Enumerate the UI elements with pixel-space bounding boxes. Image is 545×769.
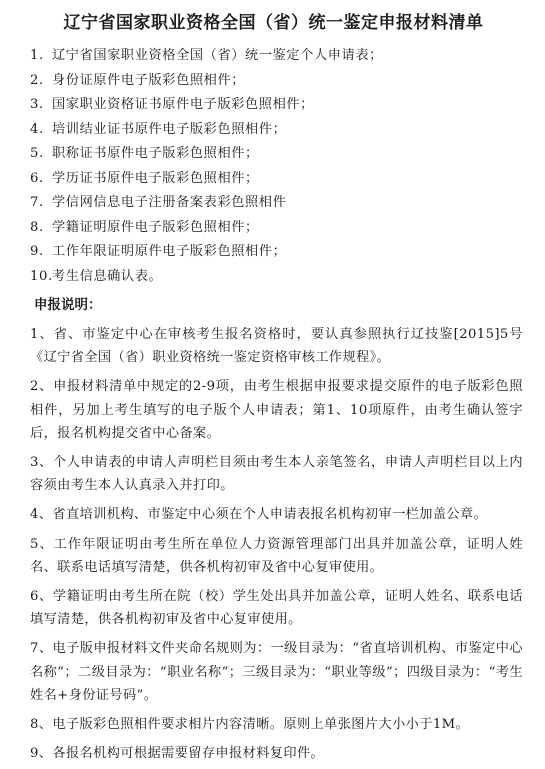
document-title: 辽宁省国家职业资格全国（省）统一鉴定申报材料清单 [63,13,484,33]
note-paragraph: 8、电子版彩色照相件要求相片内容清晰。原则上单张图片大小小于1M。 [30,717,470,733]
list-item-text: 学籍证明原件电子版彩色照相件； [52,219,259,235]
list-item-text: 培训结业证书原件电子版彩色照相件； [52,121,287,137]
notes-section [30,323,527,765]
list-item [30,240,527,265]
note-paragraph: 7、电子版申报材料文件夹命名规则为：一级目录为：“省直培训机构、市鉴定中心名称”；二级目录为：“职业名称”；三级目录为：“职业等级”；四级目录为：“考生姓名+身份证号码”。 [30,641,523,703]
materials-list [30,44,527,289]
list-item [30,118,527,143]
list-item [30,93,527,118]
list-item-text: 考生信息确认表。 [52,268,163,284]
list-item-text: 身份证原件电子版彩色照相件； [52,72,246,88]
list-item-number: 10. [30,268,53,284]
note-paragraph: 5、工作年限证明由考生所在单位人力资源管理部门出具并加盖公章，证明人姓名、联系电话填写清楚，供各机构初审及省中心复审使用。 [30,536,523,575]
list-item [30,142,527,167]
list-item [30,44,527,69]
note-paragraph: 9、各报名机构可根据需要留存申报材料复印件。 [30,746,325,762]
list-item-number: 4. [30,121,44,137]
list-item-number: 9. [30,244,44,259]
list-item-number: 3. [30,97,44,112]
note-paragraph: 1、省、市鉴定中心在审核考生报名资格时，要认真参照执行辽技鉴[2015]5号《辽宁省全国（省）职业资格统一鉴定资格审核工作规程》。 [30,327,523,366]
notes-heading: 申报说明： [34,297,102,313]
note-paragraph: 6、学籍证明由考生所在院（校）学生处出具并加盖公章，证明人姓名、联系电话填写清楚，供各机构初审及省中心复审使用。 [30,589,523,628]
note-paragraph: 3、个人申请表的申请人声明栏目须由考生本人亲笔签名，申请人声明栏目以上内容须由考生本人认真录入并打印。 [30,455,523,494]
list-item-text: 学信网信息电子注册备案表彩色照相件 [52,195,287,210]
list-item-text: 工作年限证明原件电子版彩色照相件； [52,244,287,259]
list-item [30,69,527,94]
list-item [30,265,527,290]
note-paragraph: 2、申报材料清单中规定的2-9项，由考生根据申报要求提交原件的电子版彩色照相件，另加上考生填写的电子版个人申请表；第1、10项原件，由考生确认签字后，报名机构提交省中心备案。 [30,379,523,441]
list-item-text: 职称证书原件电子版彩色照相件； [52,146,259,161]
list-item [30,167,527,192]
list-item-number: 2. [30,72,44,88]
list-item-number: 8. [30,219,44,235]
list-item-number: 7. [30,195,44,210]
list-item-text: 国家职业资格证书原件电子版彩色照相件； [52,97,314,112]
list-item-text: 辽宁省国家职业资格全国（省）统一鉴定个人申请表； [52,48,383,63]
list-item-number: 5. [30,146,44,161]
list-item-text: 学历证书原件电子版彩色照相件； [52,170,259,186]
list-item-number: 6. [30,170,44,186]
list-item [30,191,527,216]
list-item [30,216,527,241]
list-item-number: 1. [30,48,44,63]
note-paragraph: 4、省直培训机构、市鉴定中心须在个人申请表报名机构初审一栏加盖公章。 [30,507,488,523]
